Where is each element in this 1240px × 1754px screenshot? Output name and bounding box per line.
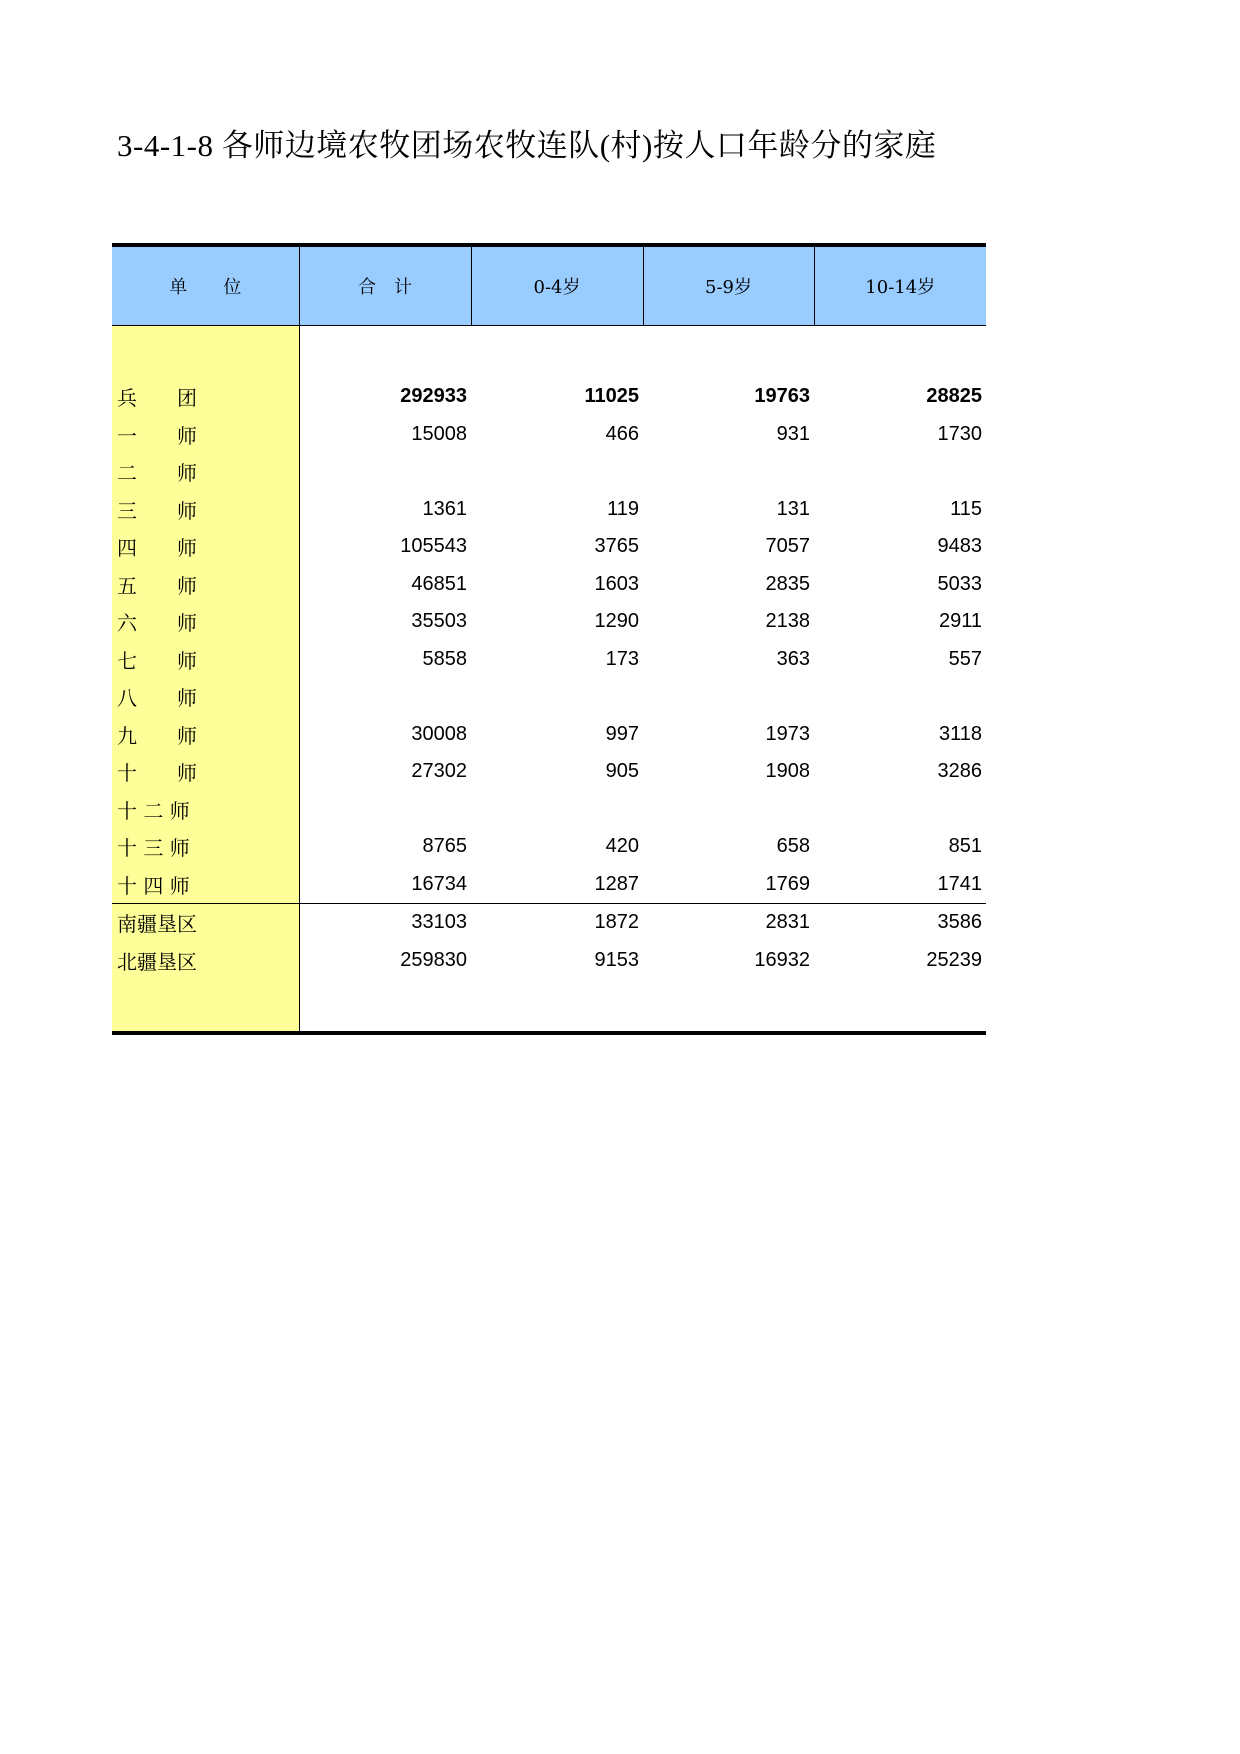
table-row <box>112 641 986 679</box>
table-row <box>112 942 986 980</box>
cell-age-10-14: 5033 <box>937 572 982 595</box>
row-label: 十 师 <box>112 753 299 791</box>
cell-age-10-14 <box>814 791 986 829</box>
row-label: 八 师 <box>112 678 299 716</box>
row-label: 南疆垦区 <box>112 904 299 942</box>
empty-cell <box>814 326 986 379</box>
cell-age-0-4: 1290 <box>594 610 639 633</box>
cell-age-0-4: 1287 <box>594 872 639 895</box>
row-label: 九 师 <box>112 716 299 754</box>
cell-age-5-9: 658 <box>776 835 810 858</box>
table-row <box>112 416 986 454</box>
header-unit: 单 位 <box>112 245 299 326</box>
row-label: 十 二 师 <box>112 791 299 829</box>
cell-age-5-9: 2138 <box>765 610 810 633</box>
cell-total: 30008 <box>411 722 467 745</box>
cell-total: 15008 <box>411 422 467 445</box>
table-row <box>112 904 986 942</box>
header-age-0-4: 0-4岁 <box>471 245 643 326</box>
cell-age-10-14: 25239 <box>926 948 982 971</box>
table-row <box>112 491 986 529</box>
row-label: 十 三 师 <box>112 828 299 866</box>
cell-age-0-4: 3765 <box>594 535 639 558</box>
empty-cell <box>471 979 643 1033</box>
cell-total: 5858 <box>422 647 467 670</box>
cell-age-10-14: 2911 <box>938 610 982 633</box>
empty-cell <box>643 979 814 1033</box>
empty-cell <box>299 979 471 1033</box>
cell-age-5-9: 131 <box>776 497 810 520</box>
cell-age-0-4: 420 <box>605 835 639 858</box>
cell-age-0-4: 1872 <box>471 904 643 942</box>
cell-age-10-14: 1730 <box>937 422 982 445</box>
cell-age-5-9: 1973 <box>765 722 810 745</box>
cell-total: 259830 <box>400 948 467 971</box>
table-row <box>112 828 986 866</box>
cell-age-5-9: 2835 <box>765 572 810 595</box>
row-label: 一 师 <box>112 416 299 454</box>
cell-age-10-14: 1741 <box>937 872 982 895</box>
cell-age-10-14: 3586 <box>814 904 986 942</box>
cell-age-5-9: 16932 <box>754 948 810 971</box>
cell-age-5-9: 363 <box>776 647 810 670</box>
row-label: 七 师 <box>112 641 299 679</box>
cell-age-0-4 <box>471 678 643 716</box>
table-row <box>112 528 986 566</box>
cell-age-0-4: 119 <box>607 497 639 520</box>
row-label: 兵 团 <box>112 378 299 416</box>
cell-age-10-14 <box>814 678 986 716</box>
data-table <box>112 243 986 1035</box>
spacer-row <box>112 326 986 379</box>
cell-age-5-9: 1769 <box>765 872 810 895</box>
table-row <box>112 678 986 716</box>
header-age-5-9: 5-9岁 <box>643 245 814 326</box>
header-row <box>112 245 986 326</box>
cell-total <box>299 678 471 716</box>
row-label: 十 四 师 <box>112 866 299 904</box>
cell-age-10-14: 3286 <box>937 760 982 783</box>
cell-age-0-4: 905 <box>605 760 639 783</box>
label-cell <box>112 979 299 1033</box>
cell-total <box>299 791 471 829</box>
header-age-10-14: 10-14岁 <box>814 245 986 326</box>
table-row <box>112 566 986 604</box>
row-label: 三 师 <box>112 491 299 529</box>
cell-total: 46851 <box>411 572 467 595</box>
cell-age-5-9 <box>643 791 814 829</box>
row-label: 四 师 <box>112 528 299 566</box>
cell-age-10-14: 28825 <box>926 385 982 408</box>
table-row <box>112 753 986 791</box>
table-row-bingtuan <box>112 378 986 416</box>
row-label: 北疆垦区 <box>112 942 299 980</box>
header-total: 合 计 <box>299 245 471 326</box>
table-row <box>112 866 986 904</box>
table-row <box>112 791 986 829</box>
cell-age-0-4: 173 <box>605 647 639 670</box>
spacer-row <box>112 979 986 1033</box>
cell-total <box>299 453 471 491</box>
cell-age-5-9: 931 <box>776 422 810 445</box>
cell-age-0-4: 1603 <box>594 572 639 595</box>
cell-age-10-14: 557 <box>948 647 982 670</box>
empty-cell <box>471 326 643 379</box>
table-row <box>112 716 986 754</box>
cell-age-5-9: 1908 <box>765 760 810 783</box>
cell-age-10-14: 851 <box>948 835 982 858</box>
empty-cell <box>643 326 814 379</box>
cell-age-5-9: 2831 <box>643 904 814 942</box>
table-header <box>112 245 986 326</box>
cell-total: 35503 <box>411 610 467 633</box>
cell-age-10-14: 9483 <box>937 535 982 558</box>
label-cell <box>112 326 299 379</box>
cell-age-0-4 <box>471 453 643 491</box>
page-title: 3-4-1-8 各师边境农牧团场农牧连队(村)按人口年龄分的家庭 <box>117 128 937 163</box>
cell-age-0-4: 11025 <box>584 385 639 408</box>
row-label: 二 师 <box>112 453 299 491</box>
cell-age-5-9 <box>643 678 814 716</box>
cell-total: 8765 <box>422 835 467 858</box>
cell-age-0-4 <box>471 791 643 829</box>
cell-total: 292933 <box>400 385 467 408</box>
empty-cell <box>814 979 986 1033</box>
cell-total: 33103 <box>299 904 471 942</box>
cell-total: 16734 <box>411 872 467 895</box>
table-row <box>112 453 986 491</box>
cell-age-10-14: 3118 <box>938 722 982 745</box>
empty-cell <box>299 326 471 379</box>
cell-age-0-4: 9153 <box>594 948 639 971</box>
cell-age-5-9: 7057 <box>765 535 810 558</box>
cell-total: 1361 <box>422 497 467 520</box>
cell-total: 27302 <box>411 760 467 783</box>
row-label: 六 师 <box>112 603 299 641</box>
cell-age-5-9: 19763 <box>754 385 810 408</box>
cell-age-0-4: 997 <box>605 722 639 745</box>
row-label: 五 师 <box>112 566 299 604</box>
cell-age-5-9 <box>643 453 814 491</box>
cell-age-0-4: 466 <box>605 422 639 445</box>
cell-age-10-14 <box>814 453 986 491</box>
cell-age-10-14: 115 <box>950 497 982 520</box>
cell-total: 105543 <box>400 535 467 558</box>
table-row <box>112 603 986 641</box>
